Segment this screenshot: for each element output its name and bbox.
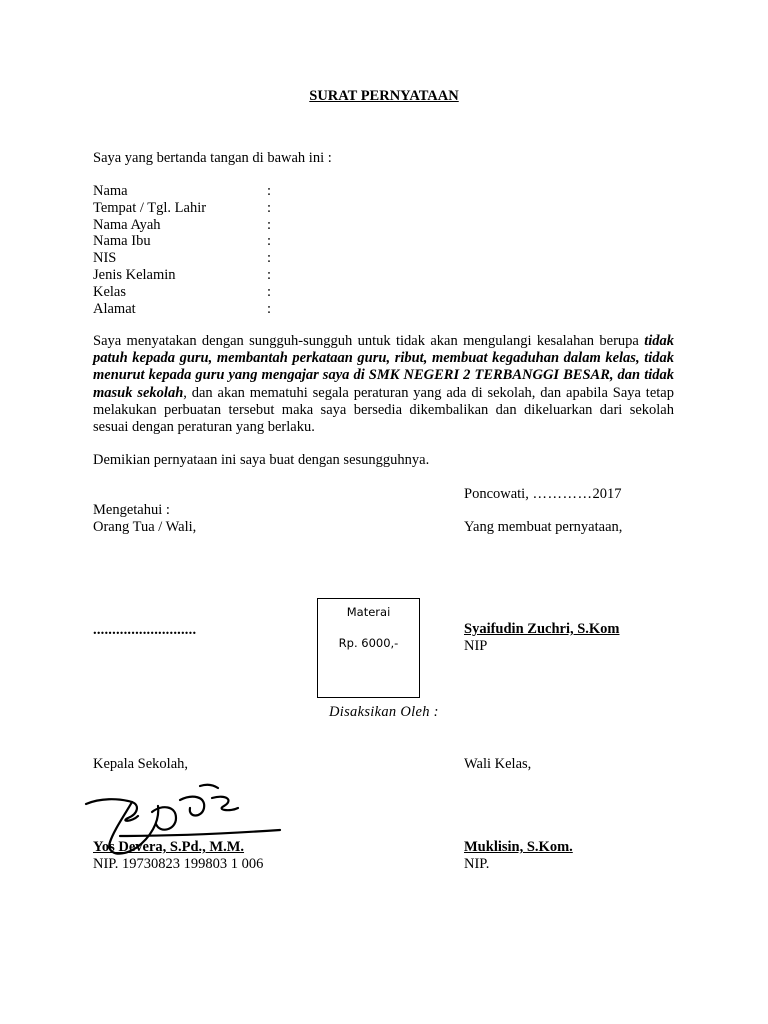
- field-label: Kelas: [93, 283, 127, 300]
- date-dots: …………: [532, 486, 593, 502]
- field-colon: :: [267, 233, 272, 250]
- field-colon: :: [267, 216, 272, 233]
- mengetahui-label: Mengetahui :: [93, 502, 170, 518]
- document-title: SURAT PERNYATAAN: [309, 88, 459, 104]
- field-row-nama-ibu: [93, 233, 393, 250]
- homeroom-teacher-title: Wali Kelas,: [464, 756, 532, 772]
- field-colon: :: [267, 250, 272, 267]
- principal-name: Yos Devera, S.Pd., M.M.: [93, 839, 245, 855]
- field-label: Alamat: [93, 300, 136, 317]
- parent-label: Orang Tua / Wali,: [93, 519, 197, 535]
- materai-stamp-box: [317, 598, 420, 698]
- field-row-kelas: [93, 284, 393, 301]
- statement-emphasis: tidak patuh kepada guru, membantah perkataan guru, ribut, membuat kegaduhan dalam kelas, tidak menurut kepada guru yang mengajar saya di SMK NEGERI 2 TERBANGGI BESAR, dan tidak masuk sekolah: [93, 333, 674, 401]
- statement-paragraph: [93, 333, 674, 436]
- field-row-nis: [93, 250, 393, 267]
- field-colon: :: [267, 266, 272, 283]
- field-row-nama-ayah: [93, 217, 393, 234]
- materai-title: Materai: [346, 605, 391, 619]
- principal-nip: NIP. 19730823 199803 1 006: [93, 856, 264, 872]
- homeroom-teacher-nip: NIP.: [464, 856, 490, 872]
- field-colon: :: [267, 199, 272, 216]
- field-row-tempat-tgl-lahir: [93, 200, 393, 217]
- handwritten-signature-icon: [80, 778, 295, 873]
- materai-amount: Rp. 6000,-: [338, 636, 399, 650]
- witness-label: Disaksikan Oleh :: [329, 704, 439, 720]
- field-label: Tempat / Tgl. Lahir: [93, 199, 207, 216]
- place-name: Poncowati,: [464, 486, 533, 502]
- declarant-label: Yang membuat pernyataan,: [464, 519, 623, 535]
- place-date: [464, 486, 621, 503]
- statement-part-2: , dan akan mematuhi segala peraturan yang ada di sekolah, dan apabila Saya tetap melakukan perbuatan tersebut maka saya bersedia dikembalikan dan dikeluarkan dari sekolah sesuai dengan peraturan yang berlaku.: [93, 384, 674, 436]
- statement-part-1: Saya menyatakan dengan sungguh-sungguh untuk tidak akan mengulangi kesalahan berupa: [93, 333, 645, 349]
- field-label: Nama: [93, 183, 128, 199]
- declarant-name: Syaifudin Zuchri, S.Kom: [464, 621, 620, 637]
- date-year: 2017: [592, 486, 622, 502]
- field-label: Nama Ibu: [93, 233, 151, 250]
- field-label: NIS: [93, 250, 117, 267]
- intro-text: Saya yang bertanda tangan di bawah ini :: [93, 150, 332, 166]
- homeroom-teacher-name: Muklisin, S.Kom.: [464, 839, 573, 855]
- field-label: Nama Ayah: [93, 216, 161, 233]
- field-row-jenis-kelamin: [93, 267, 393, 284]
- principal-title: Kepala Sekolah,: [93, 756, 189, 772]
- closing-text: Demikian pernyataan ini saya buat dengan sesungguhnya.: [93, 452, 430, 468]
- field-colon: :: [267, 183, 272, 199]
- field-row-alamat: [93, 301, 393, 318]
- identity-fields: [93, 183, 393, 317]
- parent-signature-line: ...........................: [93, 622, 197, 638]
- field-label: Jenis Kelamin: [93, 266, 176, 283]
- field-colon: :: [267, 300, 272, 317]
- field-row-nama: [93, 183, 393, 200]
- field-colon: :: [267, 283, 272, 300]
- declarant-nip: NIP: [464, 638, 488, 654]
